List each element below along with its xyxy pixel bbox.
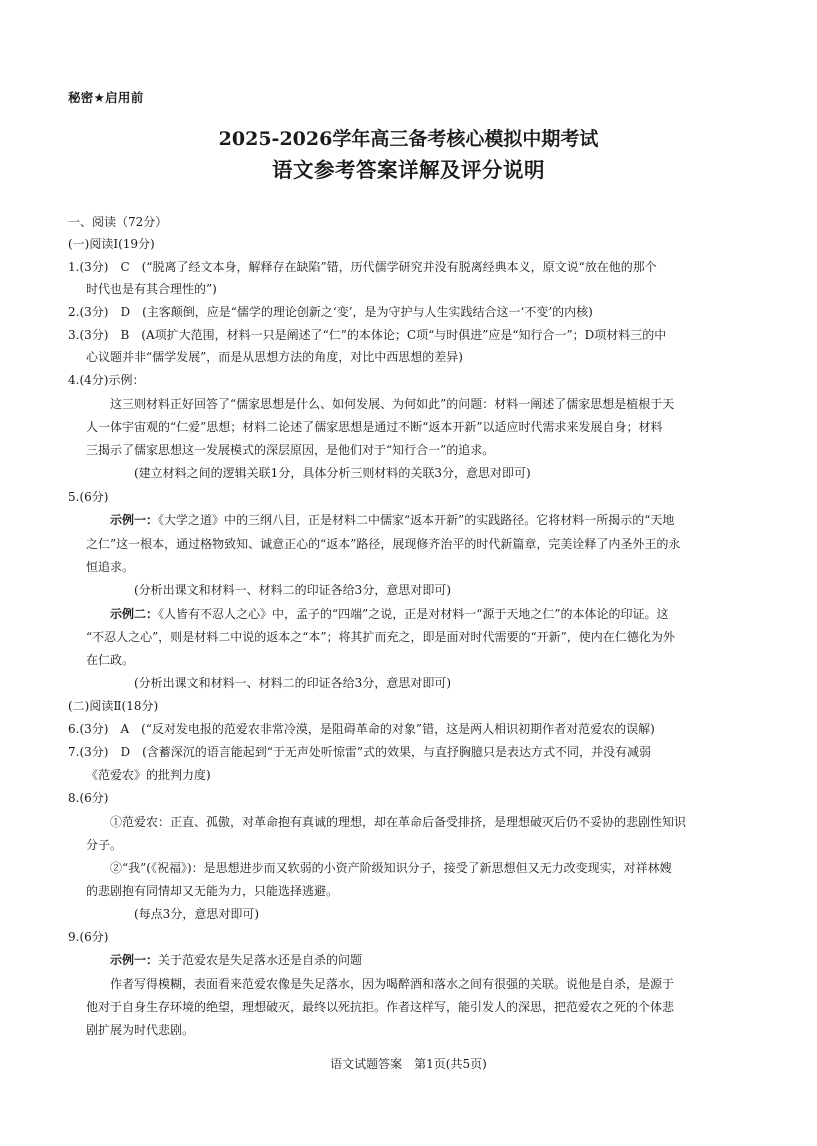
q5-scoring-note2: (分析出课文和材料一、材料二的印证各给3分，意思对即可): [134, 676, 452, 690]
q5-example2-label: 示例二：: [110, 607, 159, 621]
section-reading-heading: 一、阅读（72分）: [68, 215, 168, 229]
confidential-label: 秘密★启用前: [68, 90, 144, 105]
q1-answer-line2: 时代也是有其合理性的”): [86, 282, 217, 296]
q9-example1-line: [110, 952, 362, 968]
document-title: 语文参考答案详解及评分说明: [272, 158, 545, 182]
exam-title: 2025-2026学年高三备考核心模拟中期考试: [218, 128, 599, 150]
q5-example2-line1: [110, 606, 669, 622]
q8-point1-line1: ①范爱农：正直、孤傲，对革命抱有真诚的理想，却在革命后备受排挤，是理想破灭后仍不妥协的悲剧性知识: [110, 815, 687, 829]
q5-example1-text: 《大学之道》中的三纲八目，正是材料二中儒家“返本开新”的实践路径。它将材料一所揭示的“天地: [158, 513, 675, 527]
q5-example1-line3: 恒追求。: [86, 560, 135, 574]
q8-point2-line2: 的悲剧抱有同情却又无能为力，只能选择逃避。: [86, 884, 339, 898]
q8-point2-line1: ②“我”(《祝福》)：是思想进步而又软弱的小资产阶级知识分子，接受了新思想但又无力改变现实，对祥林嫂: [110, 861, 672, 875]
q3-answer-line1: 3.(3分) B (A项扩大范围，材料一只是阐述了“仁”的本体论；C项“与时俱进”应是“知行合一”；D项材料三的中: [68, 328, 667, 342]
q8-scoring-note: (每点3分，意思对即可): [134, 907, 259, 921]
q3-answer-line2: 心议题并非“儒学发展”，而是从思想方法的角度，对比中西思想的差异): [86, 350, 463, 364]
q9-example1-topic: 关于范爱农是失足落水还是自杀的问题: [158, 953, 363, 967]
q2-answer: 2.(3分) D (主客颠倒，应是“儒学的理论创新之‘变’，是为守护与人生实践结合这一‘不变’的内核): [68, 305, 593, 319]
q5-heading: 5.(6分): [68, 490, 109, 504]
q9-heading: 9.(6分): [68, 930, 109, 944]
q7-answer-line1: 7.(3分) D (含蓄深沉的语言能起到“于无声处听惊雷”式的效果，与直抒胸臆只是表达方式不同，并没有减弱: [68, 745, 652, 759]
q9-para-line1: 作者写得模糊，表面看来范爱农像是失足落水，因为喝醉酒和落水之间有很强的关联。说他是自杀，是源于: [110, 977, 675, 991]
q9-para-line2: 他对于自身生存环境的绝望，理想破灭，最终以死抗拒。作者这样写，能引发人的深思，把范爱农之死的个体悲: [86, 1000, 675, 1014]
q4-para-line1: 这三则材料正好回答了“儒家思想是什么、如何发展、为何如此”的问题：材料一阐述了儒家思想是植根于天: [110, 397, 675, 411]
q4-scoring-note: (建立材料之间的逻辑关联1分，具体分析三则材料的关联3分，意思对即可): [134, 466, 531, 480]
q8-point1-line2: 分子。: [86, 838, 123, 852]
q1-answer-line1: 1.(3分) C (“脱离了经文本身，解释存在缺陷”错，历代儒学研究并没有脱离经典本义，原文说“放在他的那个: [68, 260, 657, 274]
section-reading2-heading: (二)阅读Ⅱ(18分): [68, 699, 159, 713]
q8-heading: 8.(6分): [68, 791, 109, 805]
q5-example1-label: 示例一：: [110, 513, 159, 527]
q7-answer-line2: 《范爱农》的批判力度): [86, 768, 211, 782]
section-reading1-heading: (一)阅读Ⅰ(19分): [68, 237, 155, 251]
q9-para-line3: 剧扩展为时代悲剧。: [86, 1023, 195, 1037]
page-footer: 语文试题答案 第1页(共5页): [330, 1057, 487, 1071]
q6-answer: 6.(3分) A (“反对发电报的范爱农非常冷漠，是阻碍革命的对象”错，这是两人相识初期作者对范爱农的误解): [68, 722, 655, 736]
q4-para-line2: 人一体宇宙观的“仁爱”思想；材料二论述了儒家思想是通过不断“返本开新”以适应时代需求来发展自身；材料: [86, 420, 663, 434]
q5-example2-line2: “不忍人之心”，则是材料二中说的返本之“本”；将其扩而充之，即是面对时代需要的“开新”，使内在仁德化为外: [86, 630, 675, 644]
q5-example1-line1: [110, 512, 674, 528]
q9-example1-label: 示例一：: [110, 953, 159, 967]
q5-scoring-note1: (分析出课文和材料一、材料二的印证各给3分，意思对即可): [134, 583, 452, 597]
q4-heading: 4.(4分)示例：: [68, 373, 145, 387]
q5-example2-text: 《人皆有不忍人之心》中，孟子的“四端”之说，正是对材料一“源于天地之仁”的本体论的印证。这: [158, 607, 669, 621]
q5-example1-line2: 之仁”这一根本，通过格物致知、诚意正心的“返本”路径，展现修齐治平的时代新篇章，完美诠释了内圣外王的永: [86, 537, 681, 551]
q5-example2-line3: 在仁政。: [86, 653, 135, 667]
q4-para-line3: 三揭示了儒家思想这一发展模式的深层原因，是他们对于“知行合一”的追求。: [86, 443, 495, 457]
